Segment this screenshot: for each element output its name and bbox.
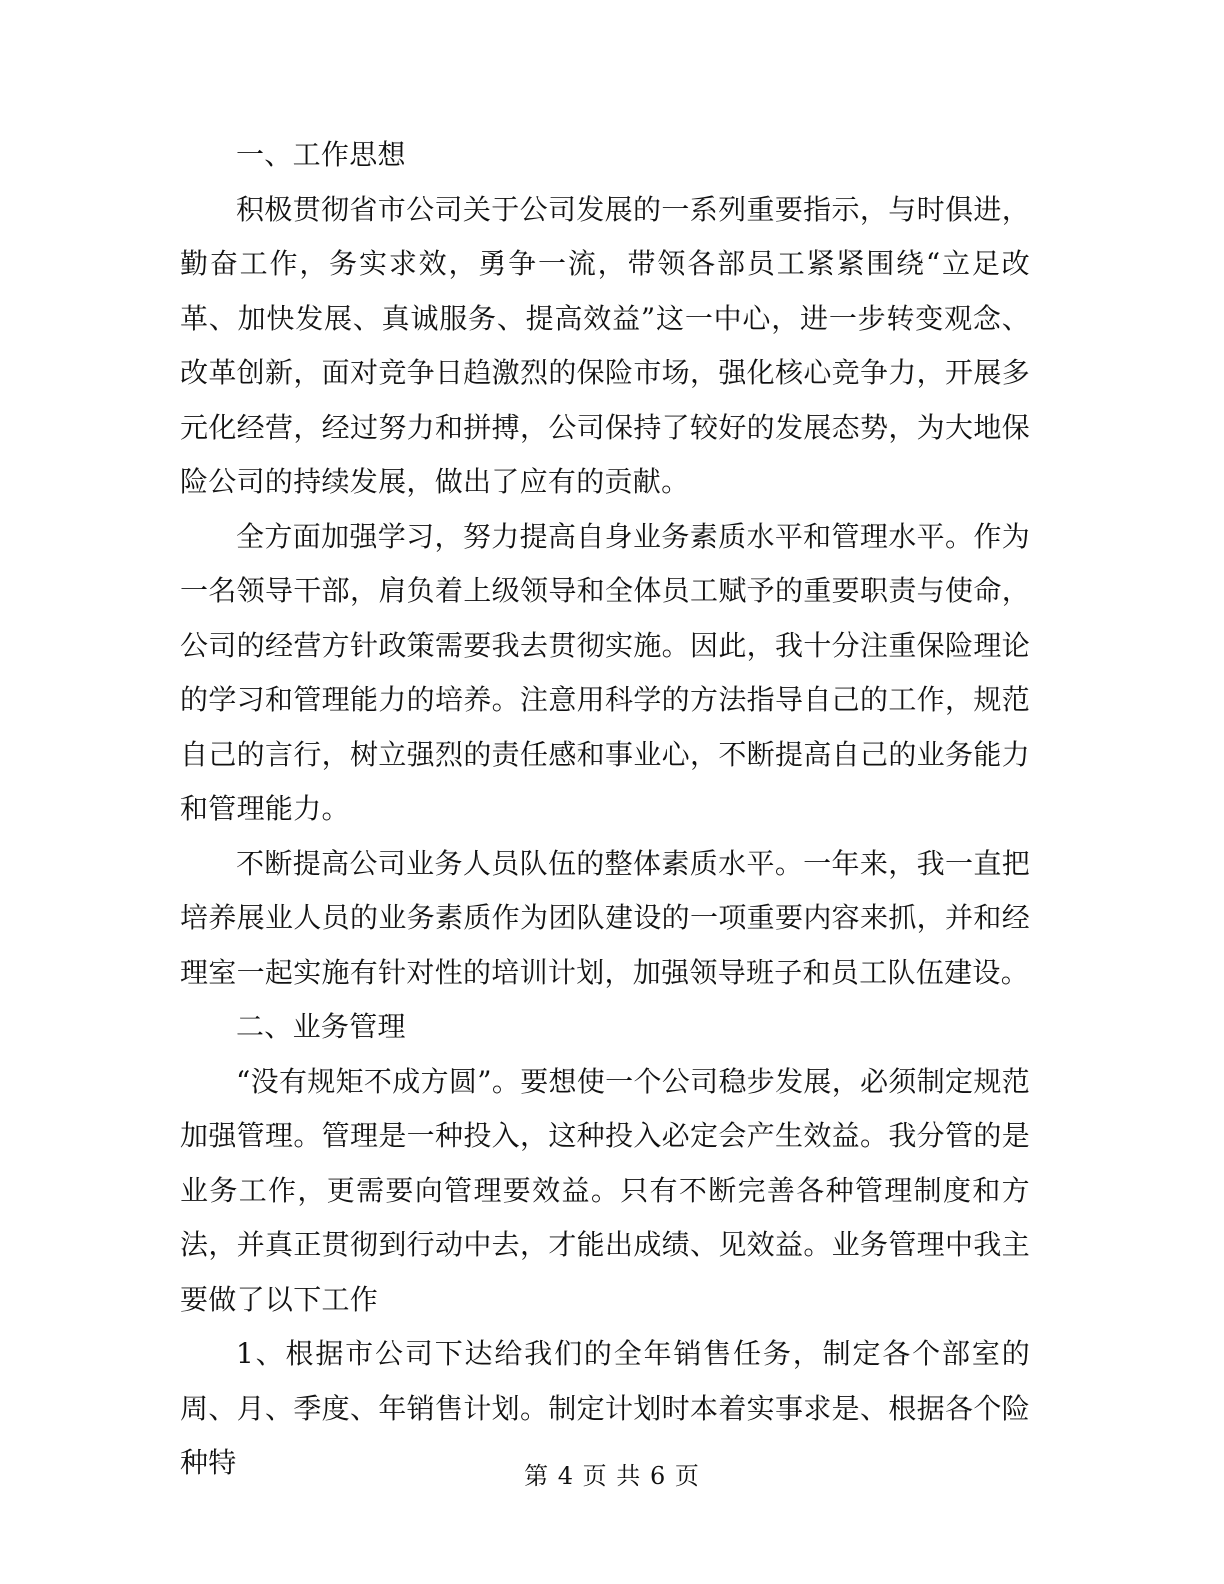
section-heading-business-management: 二、业务管理 (236, 1010, 406, 1043)
document-body (180, 128, 1030, 1491)
paragraph-team-quality: 不断提高公司业务人员队伍的整体素质水平。一年来，我一直把培养展业人员的业务素质作为团队建设的一项重要内容来抓，并和经理室一起实施有针对性的培训计划，加强领导班子和员工队伍建设。 (180, 846, 1030, 989)
paragraph-implementation: 积极贯彻省市公司关于公司发展的一系列重要指示，与时俱进，勤奋工作，务实求效，勇争一流，带领各部员工紧紧围绕“立足改革、加快发展、真诚服务、提高效益”这一中心，进一步转变观念、改革创新，面对竞争日趋激烈的保险市场，强化核心竞争力，开展多元化经营，经过努力和拼搏，公司保持了较好的发展态势，为大地保险公司的持续发展，做出了应有的贡献。 (180, 192, 1030, 498)
paragraph-learning: 全方面加强学习，努力提高自身业务素质水平和管理水平。作为一名领导干部，肩负着上级领导和全体员工赋予的重要职责与使命，公司的经营方针政策需要我去贯彻实施。因此，我十分注重保险理论的学习和管理能力的培养。注意用科学的方法指导自己的工作，规范自己的言行，树立强烈的责任感和事业心，不断提高自己的业务能力和管理能力。 (180, 519, 1030, 825)
paragraph-management-rules: “没有规矩不成方圆”。要想使一个公司稳步发展，必须制定规范加强管理。管理是一种投入，这种投入必定会产生效益。我分管的是业务工作，更需要向管理要效益。只有不断完善各种管理制度和方法，并真正贯彻到行动中去，才能出成绩、见效益。业务管理中我主要做了以下工作 (180, 1064, 1030, 1316)
section-heading-work-thought: 一、工作思想 (236, 138, 406, 171)
paragraph-sales-plan: 1、根据市公司下达给我们的全年销售任务，制定各个部室的周、月、季度、年销售计划。制定计划时本着实事求是、根据各个险种特 (180, 1337, 1030, 1479)
page-number-footer: 第 4 页 共 6 页 (524, 1462, 700, 1490)
